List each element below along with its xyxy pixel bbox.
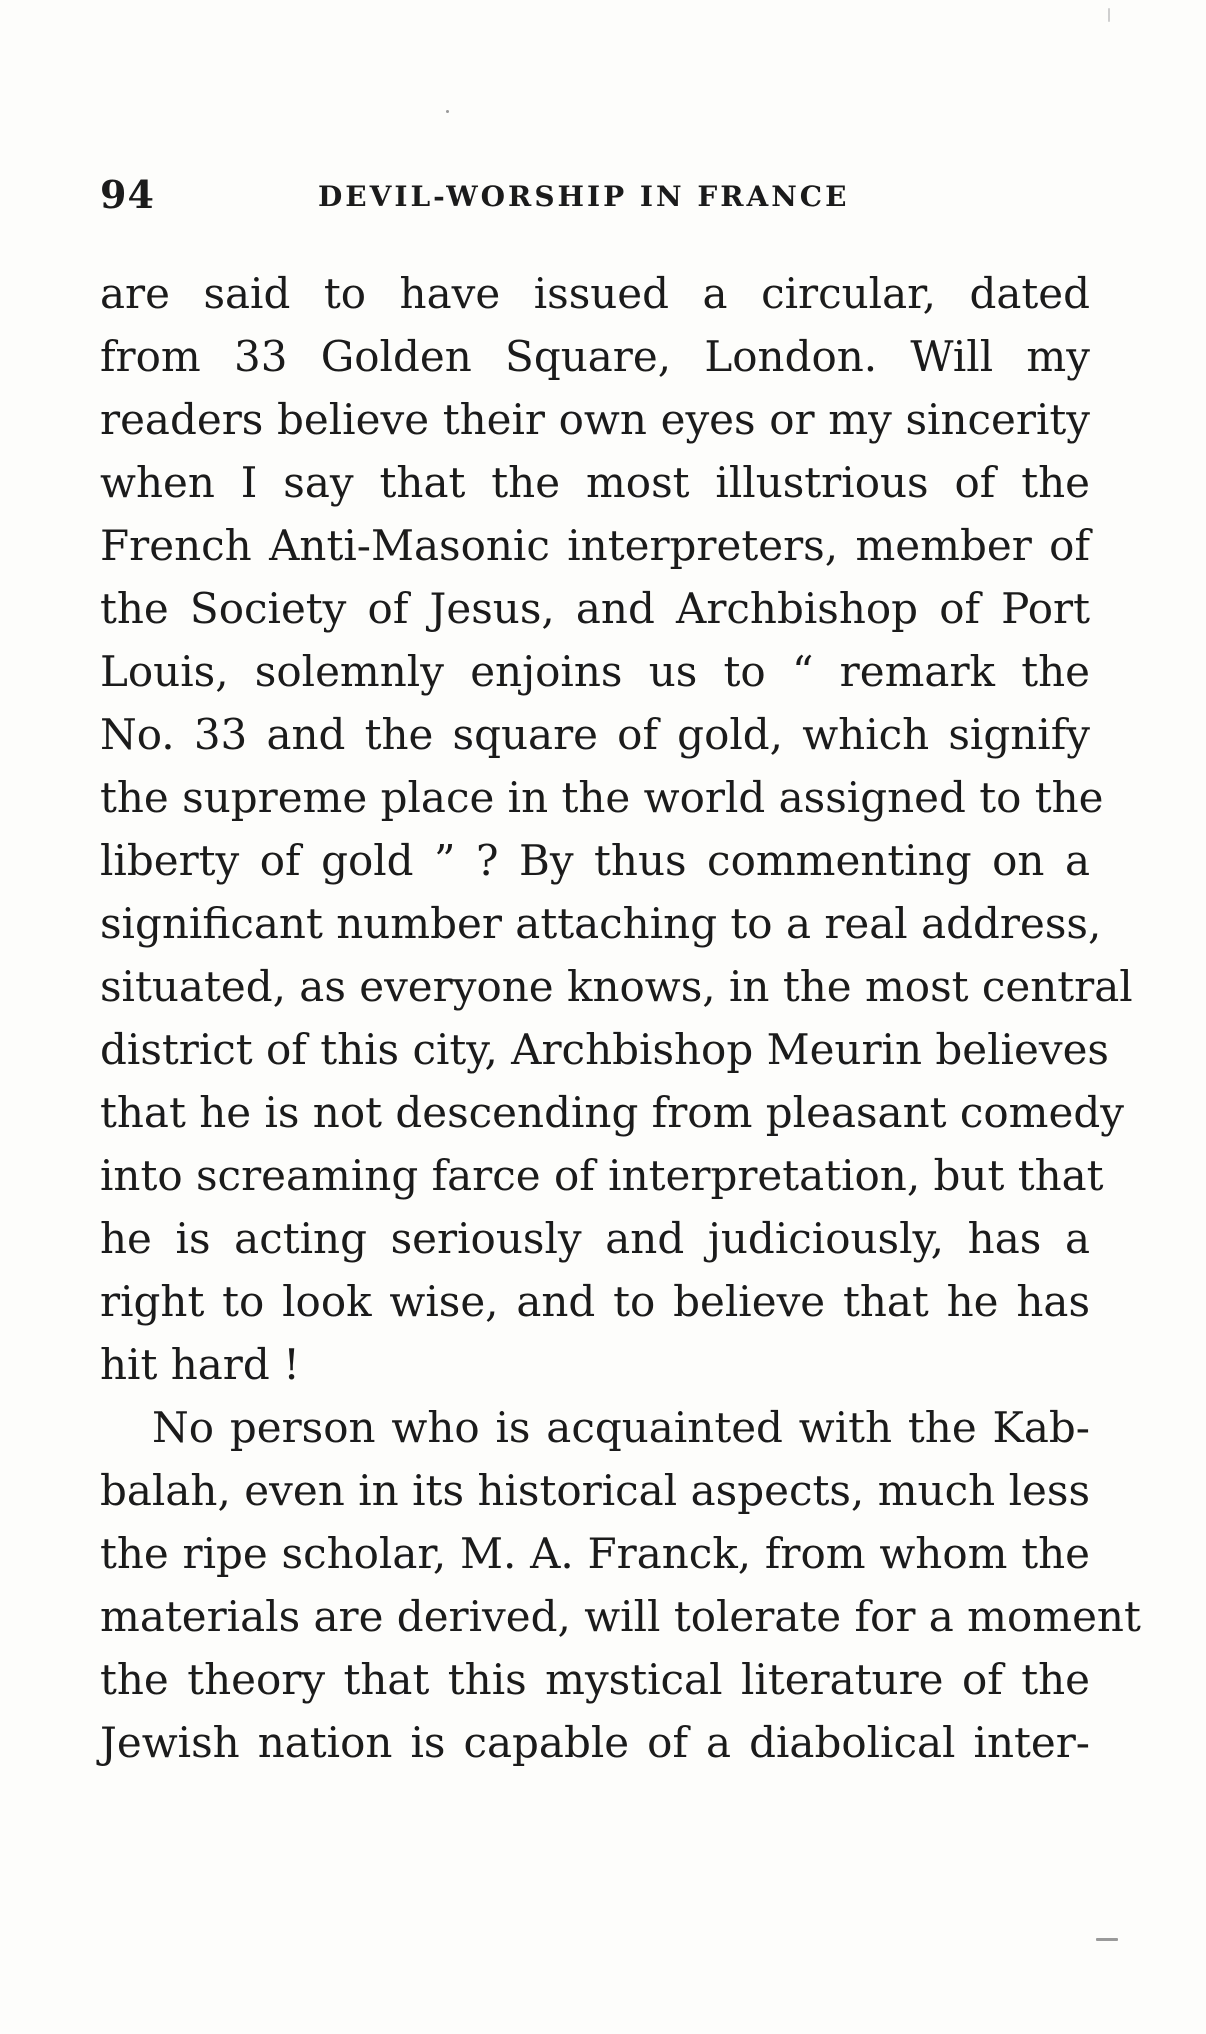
text-line: that he is not descending from pleasant comedy (100, 1088, 1124, 1137)
paragraph (100, 262, 1133, 1396)
text-line: balah, even in its historical aspects, much less (100, 1466, 1090, 1515)
ink-speck (446, 110, 449, 113)
page-number: 94 (100, 172, 155, 217)
text-line: French Anti-Masonic interpreters, member of (100, 521, 1090, 570)
paragraph (100, 1396, 1141, 1774)
text-line: readers believe their own eyes or my sincerity (100, 395, 1090, 444)
text-line: No person who is acquainted with the Kab- (152, 1403, 1090, 1452)
text-line: Louis, solemnly enjoins us to “ remark the (100, 647, 1090, 696)
ink-speck (1108, 8, 1110, 22)
text-line: district of this city, Archbishop Meurin believes (100, 1025, 1109, 1074)
text-line: hit hard ! (100, 1340, 300, 1389)
text-line: liberty of gold ” ? By thus commenting on a (100, 836, 1090, 885)
text-line: right to look wise, and to believe that he has (100, 1277, 1090, 1326)
text-line: are said to have issued a circular, dated (100, 269, 1090, 318)
text-line: into screaming farce of interpretation, but that (100, 1151, 1104, 1200)
running-head (100, 172, 1090, 232)
text-line: from 33 Golden Square, London. Will my (100, 332, 1090, 381)
text-line: the theory that this mystical literature of the (100, 1655, 1090, 1704)
text-line: the ripe scholar, M. A. Franck, from whom the (100, 1529, 1090, 1578)
text-line: he is acting seriously and judiciously, has a (100, 1214, 1090, 1263)
text-line: No. 33 and the square of gold, which signify (100, 710, 1090, 759)
running-title: DEVIL-WORSHIP IN FRANCE (318, 180, 850, 213)
text-line: situated, as everyone knows, in the most central (100, 962, 1133, 1011)
body-text (100, 262, 1141, 1774)
ink-speck (1096, 1938, 1118, 1941)
text-line: the supreme place in the world assigned to the (100, 773, 1104, 822)
text-line: significant number attaching to a real address, (100, 899, 1102, 948)
text-line: the Society of Jesus, and Archbishop of Port (100, 584, 1090, 633)
text-line: Jewish nation is capable of a diabolical inter- (100, 1718, 1090, 1767)
text-line: when I say that the most illustrious of the (100, 458, 1090, 507)
text-line: materials are derived, will tolerate for a moment (100, 1592, 1141, 1641)
